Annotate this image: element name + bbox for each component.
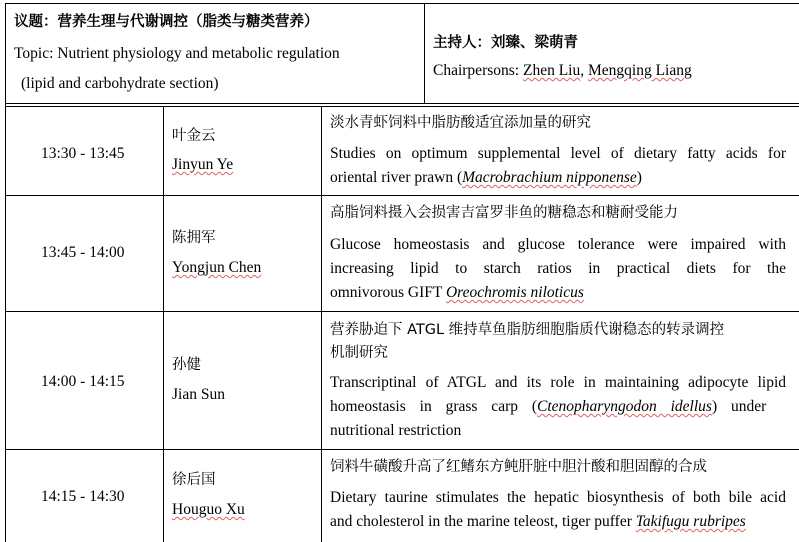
table-left-border [5, 3, 6, 542]
chairpersons-label: Chairpersons: [433, 62, 523, 79]
talk-title-zh: 机制研究 [330, 345, 388, 361]
talk-title-en: Studies on optimum supplemental level of dietary fatty acids for [330, 145, 786, 162]
topic-title-zh: 议题：营养生理与代谢调控（脂类与糖类营养） [14, 14, 319, 30]
talk-title-en: increasing lipid to starch ratios in practical diets for the [330, 260, 786, 277]
species-name: Ctenopharyngodon idellus [537, 398, 712, 415]
speaker-name-zh: 陈拥军 [172, 230, 216, 246]
species-name: Takifugu rubripes [635, 513, 746, 530]
talk-title-en [330, 512, 746, 532]
talk-title-zh: 营养胁迫下 ATGL 维持草鱼脂肪细胞脂质代谢稳态的转录调控 [330, 322, 725, 338]
row-divider [5, 195, 799, 196]
chairpersons-zh: 主持人：刘臻、梁萌青 [433, 35, 578, 51]
topic-subtitle-en: (lipid and carbohydrate section) [21, 75, 219, 92]
talk-title-en: Glucose homeostasis and glucose tolerance were impaired with [330, 236, 786, 253]
speaker-name-en: Houguo Xu [172, 501, 245, 518]
talk-title-en: Dietary taurine stimulates the hepatic biosynthesis of both bile acid [330, 489, 786, 506]
speaker-column-divider [321, 106, 322, 542]
talk-title-zh: 淡水青虾饲料中脂肪酸适宜添加量的研究 [330, 115, 591, 131]
speaker-name-en: Yongjun Chen [172, 259, 262, 276]
speaker-name-zh: 叶金云 [172, 128, 216, 144]
talk-title-en [330, 283, 584, 303]
session-time: 13:45 - 14:00 [41, 244, 125, 261]
speaker-name-zh: 徐后国 [172, 472, 216, 488]
talk-title-text: omnivorous GIFT [330, 284, 446, 301]
session-time: 13:30 - 13:45 [41, 145, 125, 162]
speaker-name-zh: 孙健 [172, 357, 201, 373]
chairperson-name: Mengqing Liang [587, 62, 692, 79]
row-divider [5, 449, 799, 450]
table-top-border [5, 3, 799, 4]
talk-title-text: ) under [711, 398, 767, 415]
header-column-divider [424, 3, 425, 104]
speaker-name-en: Jian Sun [172, 386, 225, 403]
species-name: Oreochromis niloticus [445, 284, 584, 301]
talk-title-text: homeostasis in grass carp ( [330, 398, 538, 415]
row-divider [5, 311, 799, 312]
chairperson-name: Zhen Liu [522, 62, 581, 79]
talk-title-zh: 高脂饲料摄入会损害吉富罗非鱼的糖稳态和糖耐受能力 [330, 205, 678, 221]
talk-title-en [330, 168, 642, 188]
session-time: 14:00 - 14:15 [41, 373, 125, 390]
talk-title-text: oriental river prawn ( [330, 169, 463, 186]
talk-title-en [330, 397, 786, 417]
talk-title-en: nutritional restriction [330, 422, 462, 439]
species-name: Macrobrachium nipponense [462, 169, 637, 186]
session-time: 14:15 - 14:30 [41, 488, 125, 505]
time-column-divider [163, 106, 164, 542]
talk-title-zh: 饲料牛磺酸升高了红鳍东方鲀肝脏中胆汁酸和胆固醇的合成 [330, 459, 707, 475]
chairpersons-en [433, 61, 692, 81]
talk-title-text: ) [636, 169, 642, 186]
header-bottom-border-double [5, 106, 799, 107]
header-bottom-border [5, 103, 799, 104]
speaker-name-en: Jinyun Ye [172, 156, 234, 173]
talk-title-text: and cholesterol in the marine teleost, tiger puffer [330, 513, 636, 530]
talk-title-en: Transcriptinal of ATGL and its role in maintaining adipocyte lipid [330, 374, 786, 391]
chairperson-separator: , [580, 62, 588, 79]
topic-title-en: Topic: Nutrient physiology and metabolic regulation [14, 45, 340, 62]
